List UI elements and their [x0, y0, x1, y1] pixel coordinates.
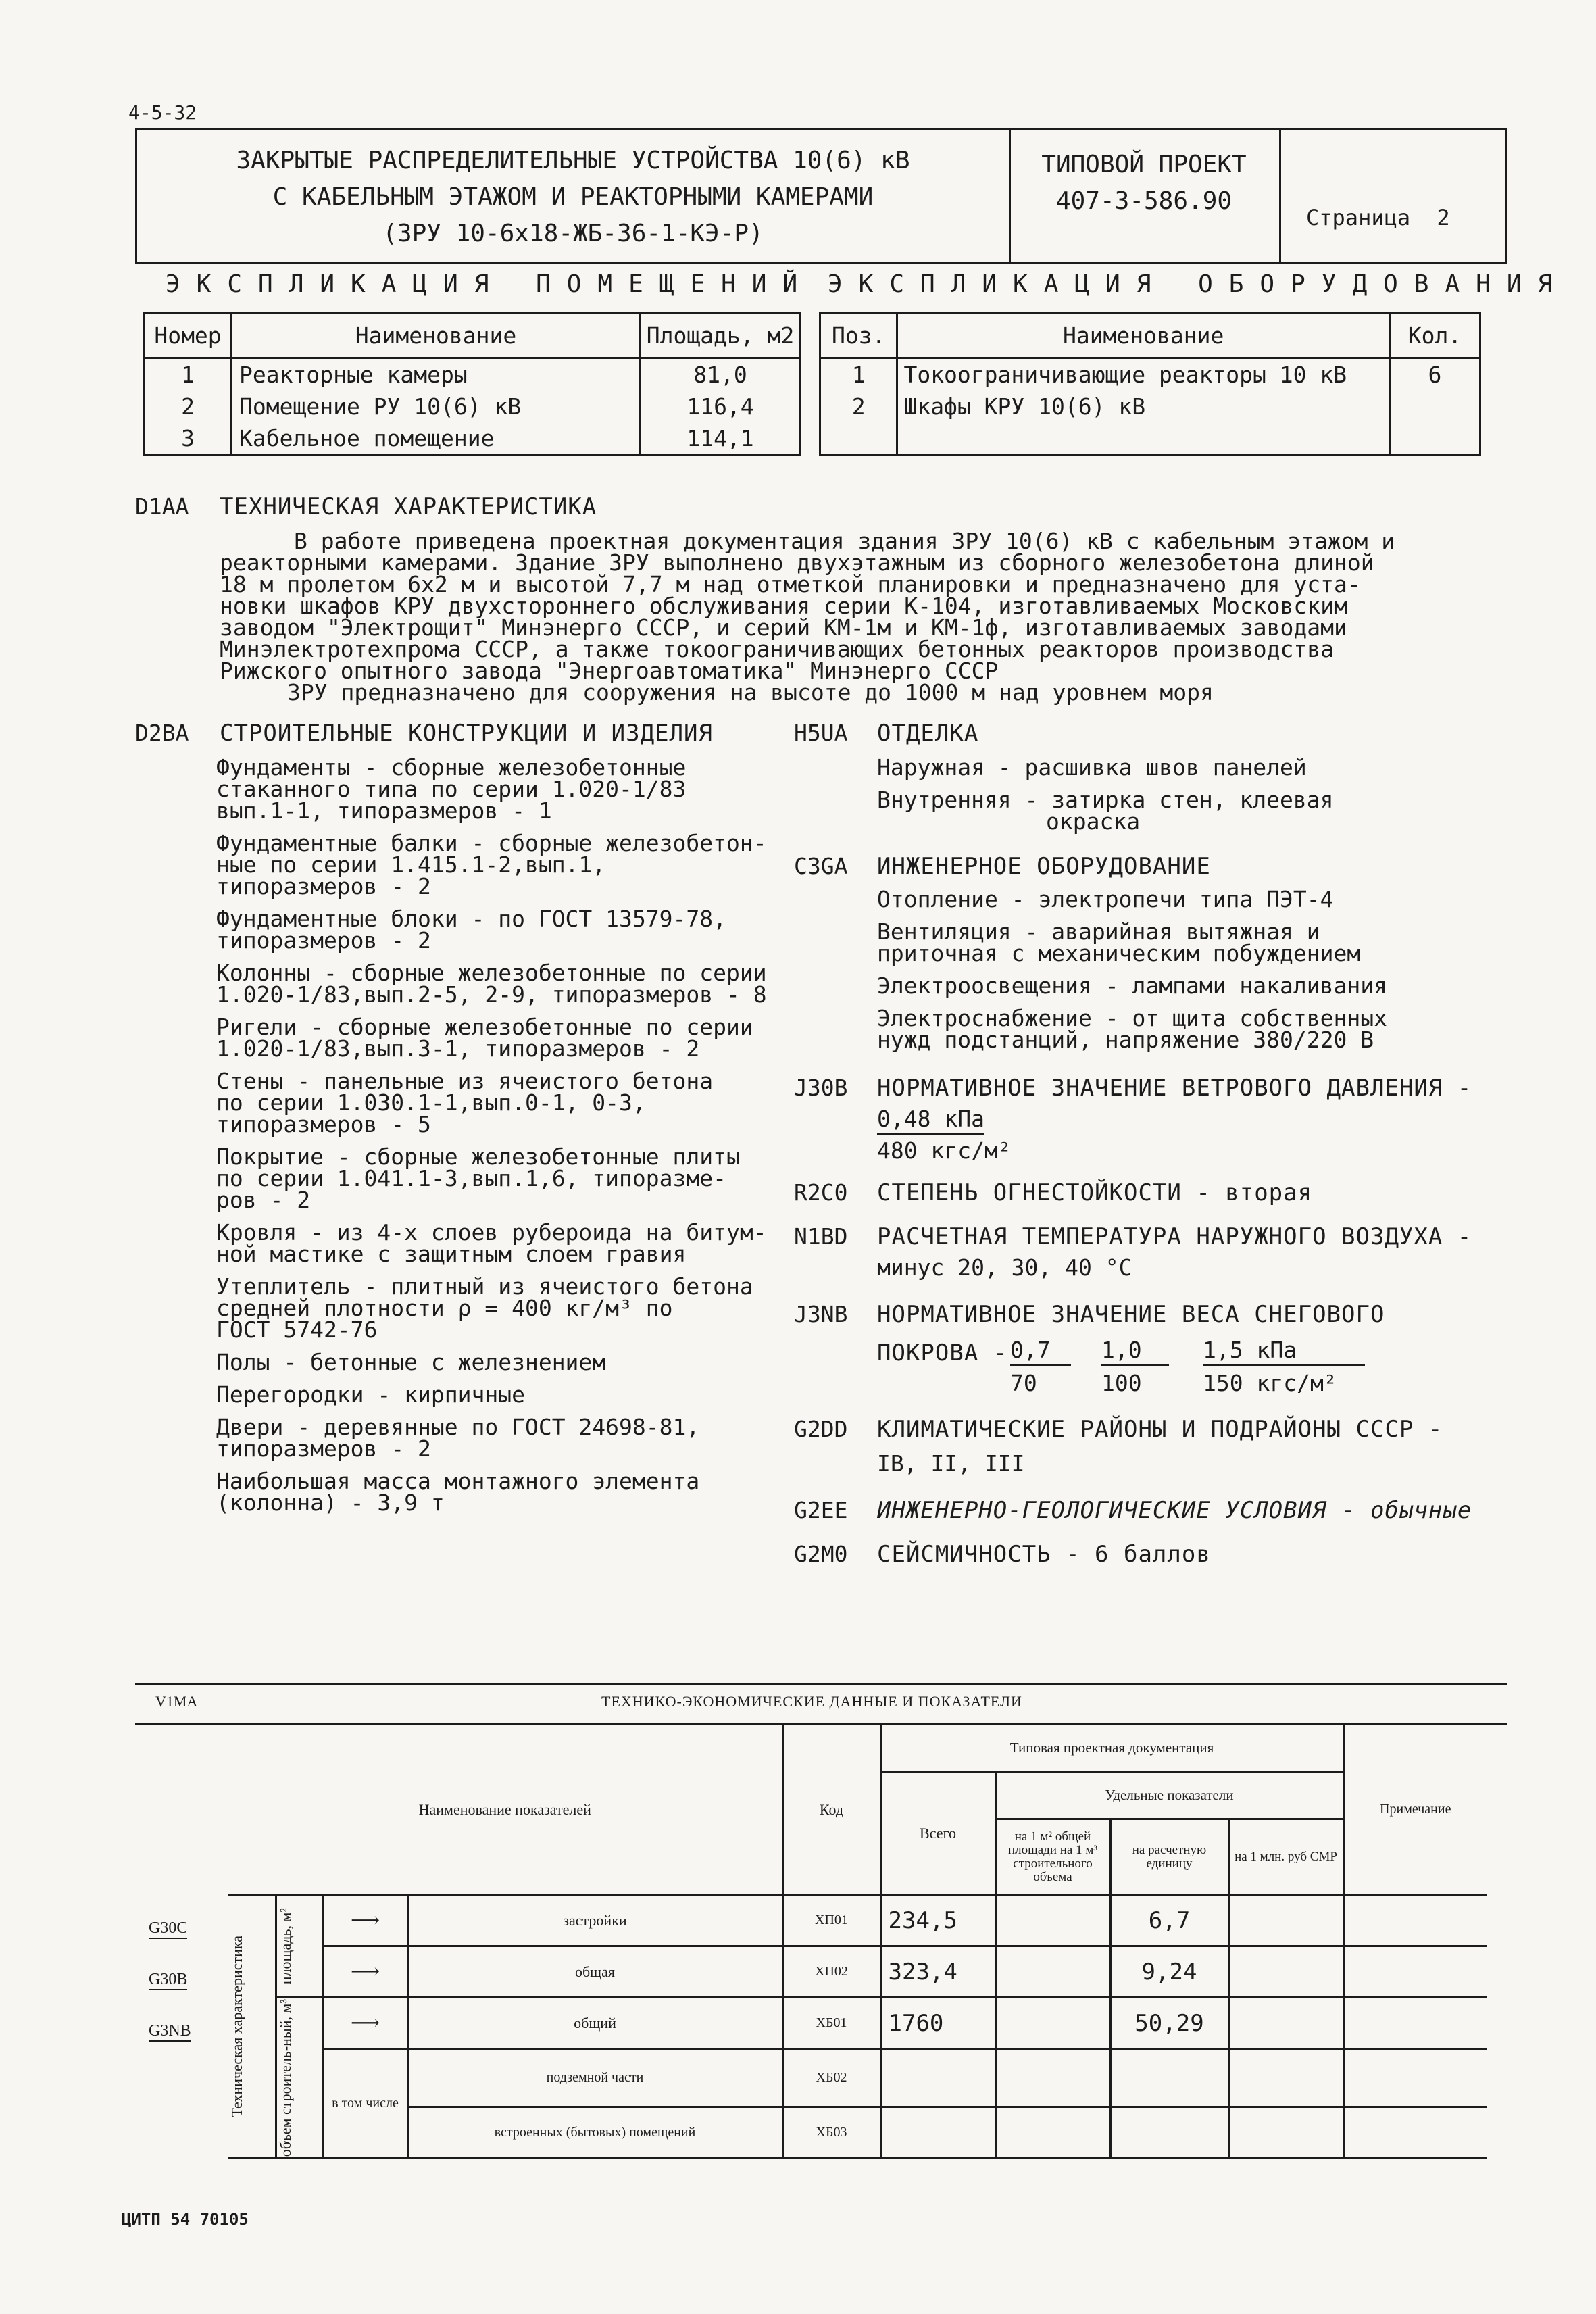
title-line: (ЗРУ 10-6х18-ЖБ-36-1-КЭ-Р) — [382, 220, 764, 247]
wind-code: J30B — [794, 1075, 848, 1101]
indicator-per-m — [995, 1998, 1110, 2049]
econ-top-rule — [135, 1683, 1507, 1685]
construction-item: Полы - бетонные с железнением — [216, 1349, 606, 1375]
page-number: 2 — [1437, 205, 1450, 230]
header-number: Номер — [145, 314, 232, 358]
finish-item: Внутренняя - затирка стен, клеевая — [877, 787, 1334, 813]
room-name: Кабельное помещение — [232, 423, 641, 456]
construction-item: Двери - деревянные по ГОСТ 24698-81, типоразмеров - 2 — [216, 1414, 700, 1462]
tech-heading: ТЕХНИЧЕСКАЯ ХАРАКТЕРИСТИКА — [220, 493, 597, 520]
paragraph-line: заводом "Электрощит" Минэнерго СССР, и серий КМ-1м и КМ-1ф, изготавливаемых заводами — [220, 614, 1347, 641]
finish-heading: ОТДЕЛКА — [877, 720, 979, 747]
table-row — [145, 423, 801, 456]
header-per-mln: на 1 млн. руб СМР — [1228, 1819, 1343, 1895]
wind-heading: НОРМАТИВНОЕ ЗНАЧЕНИЕ ВЕТРОВОГО ДАВЛЕНИЯ - — [877, 1075, 1472, 1102]
indicator-name: общая — [407, 1946, 782, 1998]
table-row — [820, 358, 1480, 391]
arrow-icon: ⟶ — [323, 1946, 407, 1998]
arrow-icon: ⟶ — [323, 1895, 407, 1946]
temperature-code: N1BD — [794, 1223, 848, 1250]
finish-code: H5UA — [794, 720, 848, 746]
snow-fraction-3: 1,5 кПа 150 кгс/м² — [1203, 1339, 1365, 1394]
table-row — [820, 423, 1480, 456]
title-cell — [137, 130, 1011, 262]
header-qty: Кол. — [1389, 314, 1480, 358]
engineering-item: Отопление - электропечи типа ПЭТ-4 — [877, 886, 1334, 912]
header-pos: Поз. — [820, 314, 897, 358]
table-row — [228, 1895, 1487, 1946]
construction-item: Ригели - сборные железобетонные по серии 1.020-1/83,вып.3-1, типоразмеров - 2 — [216, 1014, 753, 1062]
indicator-total — [880, 2049, 995, 2107]
indicator-name: подземной части — [407, 2049, 782, 2107]
seismicity: СЕЙСМИЧНОСТЬ - 6 баллов — [877, 1541, 1211, 1568]
indicator-per-m — [995, 2049, 1110, 2107]
indicator-per-m — [995, 2107, 1110, 2159]
finish-item-cont: окраска — [1046, 808, 1141, 835]
indicator-per-unit — [1110, 2049, 1228, 2107]
equipment-name: Токоограничивающие реакторы 10 кВ — [897, 358, 1389, 391]
climate-code: G2DD — [794, 1416, 848, 1442]
document-title — [137, 143, 1009, 252]
geology-code: G2EE — [794, 1497, 848, 1523]
paragraph-line: В работе приведена проектная документация здания ЗРУ 10(6) кВ с кабельным этажом и — [294, 528, 1395, 554]
row-code-g3nb: G3NB — [149, 2022, 191, 2042]
finish-item: Наружная - расшивка швов панелей — [877, 754, 1307, 781]
finish-list — [877, 754, 1485, 843]
paragraph-line: Минэлектротехпрома СССР, а также токоограничивающих бетонных реакторов производства — [220, 636, 1335, 662]
rooms-table — [143, 312, 801, 456]
table-row — [228, 2107, 1487, 2159]
temperature-value: минус 20, 30, 40 °С — [877, 1254, 1132, 1281]
fire-code: R2C0 — [794, 1179, 848, 1206]
indicator-per-m — [995, 1895, 1110, 1946]
snow-fraction-1: 0,7 70 — [1010, 1339, 1071, 1394]
rooms-heading: ЭКСПЛИКАЦИЯ ПОМЕЩЕНИЙ — [166, 270, 814, 298]
room-number: 2 — [145, 391, 232, 423]
indicator-code: ХП01 — [782, 1895, 880, 1946]
engineering-item: Электроосвещения - лампами накаливания — [877, 973, 1387, 999]
indicator-code: ХБ01 — [782, 1998, 880, 2049]
snow-fraction-2: 1,0 100 — [1101, 1339, 1169, 1394]
room-name: Помещение РУ 10(6) кВ — [232, 391, 641, 423]
rooms-header-row — [145, 314, 801, 358]
construction-item: Покрытие - сборные железобетонные плиты по серии 1.041.1-3,вып.1,6, типоразме- ров - 2 — [216, 1143, 740, 1213]
group-volume-cell — [276, 1998, 323, 2159]
equipment-pos: 2 — [820, 391, 897, 423]
snow-code: J3NB — [794, 1301, 848, 1327]
indicator-code: ХБ02 — [782, 2049, 880, 2107]
indicator-code: ХБ03 — [782, 2107, 880, 2159]
equipment-heading: ЭКСПЛИКАЦИЯ ОБОРУДОВАНИЯ — [828, 270, 1569, 298]
indicator-name: встроенных (бытовых) помещений — [407, 2107, 782, 2159]
title-block — [135, 128, 1507, 264]
wind-value — [877, 1108, 1012, 1162]
wind-kpa: 0,48 кПа — [877, 1108, 984, 1135]
page-number-label — [1306, 205, 1450, 230]
equipment-qty — [1389, 391, 1480, 423]
footer-code: ЦИТП 54 70105 — [122, 2210, 249, 2229]
construction-item: Фундаментные балки - сборные железобетон- ные по серии 1.415.1-2,вып.1, типоразмеров - 2 — [216, 830, 767, 900]
paragraph-line: ЗРУ предназначено для сооружения на высоте до 1000 м над уровнем моря — [287, 679, 1214, 706]
engineering-item: Вентиляция - аварийная вытяжная и — [877, 918, 1320, 945]
project-number: 407-3-586.90 — [1055, 187, 1232, 215]
indicator-code: ХП02 — [782, 1946, 880, 1998]
room-area: 114,1 — [641, 423, 801, 456]
paragraph-line: 18 м пролетом 6х2 м и высотой 7,7 м над отметкой планировки и предназначено для уста- — [220, 571, 1361, 597]
snow-heading: НОРМАТИВНОЕ ЗНАЧЕНИЕ ВЕСА СНЕГОВОГО — [877, 1301, 1385, 1328]
engineering-list: Отопление - электропечи типа ПЭТ-4 Вентиляция - аварийная вытяжная и приточная с механическим побуждением Электроосвещения - лампами накаливания Электроснабжение - от щита собственных нужд подстанций, напряжение 380/220 В — [877, 889, 1485, 1062]
indicator-name: общий — [407, 1998, 782, 2049]
equipment-name: Шкафы КРУ 10(6) кВ — [897, 391, 1389, 423]
paragraph-line: реакторными камерами. Здание ЗРУ выполнено двухэтажным из сборного железобетона длиной — [220, 549, 1374, 576]
group-volume-label: объем строитель-ный, м³ — [276, 1999, 294, 2157]
construction-item: Фундаменты - сборные железобетонные стаканного типа по серии 1.020-1/83 вып.1-1, типоразмеров - 1 — [216, 754, 687, 824]
title-line: ЗАКРЫТЫЕ РАСПРЕДЕЛИТЕЛЬНЫЕ УСТРОЙСТВА 10(6) кВ — [236, 147, 910, 174]
construction-item: Наибольшая масса монтажного элемента (колонна) - 3,9 т — [216, 1468, 700, 1516]
indicator-total: 323,4 — [880, 1946, 995, 1998]
equipment-pos: 1 — [820, 358, 897, 391]
construction-item: Колонны - сборные железобетонные по серии 1.020-1/83,вып.2-5, 2-9, типоразмеров - 8 — [216, 960, 767, 1008]
econ-table — [228, 1723, 1487, 2159]
indicator-per-unit — [1110, 2107, 1228, 2159]
title-line: С КАБЕЛЬНЫМ ЭТАЖОМ И РЕАКТОРНЫМИ КАМЕРАМИ — [272, 183, 874, 211]
seismic-code: G2M0 — [794, 1541, 848, 1567]
constructions-heading: СТРОИТЕЛЬНЫЕ КОНСТРУКЦИИ И ИЗДЕЛИЯ — [220, 720, 713, 747]
table-row — [820, 391, 1480, 423]
header-indicator-name: Наименование показателей — [228, 1725, 782, 1895]
econ-code: V1MA — [155, 1693, 198, 1710]
construction-item: Фундаментные блоки - по ГОСТ 13579-78, типоразмеров - 2 — [216, 906, 726, 954]
project-label: ТИПОВОЙ ПРОЕКТ — [1041, 151, 1247, 178]
room-number: 3 — [145, 423, 232, 456]
wind-kgs: 480 кгс/м² — [877, 1137, 1012, 1164]
room-number: 1 — [145, 358, 232, 391]
header-name: Наименование — [232, 314, 641, 358]
room-name: Реакторные камеры — [232, 358, 641, 391]
project-cell — [1009, 130, 1281, 262]
paragraph-line: новки шкафов КРУ двухстороннего обслуживания серии К-104, изготавливаемых Московским — [220, 593, 1347, 619]
header-per-m: на 1 м² общей площади на 1 м³ строительного объема — [995, 1819, 1110, 1895]
header-name: Наименование — [897, 314, 1389, 358]
equipment-table — [819, 312, 1481, 456]
table-row — [228, 2049, 1487, 2107]
temperature-heading: РАСЧЕТНАЯ ТЕМПЕРАТУРА НАРУЖНОГО ВОЗДУХА - — [877, 1223, 1472, 1250]
equipment-qty: 6 — [1389, 358, 1480, 391]
tech-code: D1AA — [135, 493, 189, 520]
header-note: Примечание — [1343, 1725, 1487, 1895]
engineering-code: C3GA — [794, 853, 848, 879]
indicator-per-unit: 50,29 — [1110, 1998, 1228, 2049]
constructions-code: D2BA — [135, 720, 189, 746]
header-total: Всего — [880, 1772, 995, 1895]
arrow-icon: ⟶ — [323, 1998, 407, 2049]
constructions-list — [216, 754, 797, 1525]
room-area: 116,4 — [641, 391, 801, 423]
geology-value: обычные — [1370, 1497, 1472, 1524]
table-row — [228, 1946, 1487, 1998]
indicator-per-m — [995, 1946, 1110, 1998]
econ-heading: ТЕХНИКО-ЭКОНОМИЧЕСКИЕ ДАННЫЕ И ПОКАЗАТЕЛИ — [601, 1693, 1022, 1710]
table-row — [228, 1998, 1487, 2049]
header-area: Площадь, м2 — [641, 314, 801, 358]
construction-item: Утеплитель - плитный из ячеистого бетона средней плотности ρ = 400 кг/м³ по ГОСТ 5742-76 — [216, 1273, 753, 1343]
table-row — [145, 391, 801, 423]
indicator-total: 234,5 — [880, 1895, 995, 1946]
paragraph-line: Рижского опытного завода "Энергоавтоматика" Минэнерго СССР — [220, 658, 999, 684]
climate-value: IВ, II, III — [877, 1450, 1025, 1477]
indicator-per-unit: 6,7 — [1110, 1895, 1228, 1946]
header-code: Код — [782, 1725, 880, 1895]
page-marker: 4-5-32 — [128, 101, 197, 124]
construction-item: Стены - панельные из ячеистого бетона по серии 1.030.1-1,вып.0-1, 0-3, типоразмеров - 5 — [216, 1068, 714, 1137]
climate-heading: КЛИМАТИЧЕСКИЕ РАЙОНЫ И ПОДРАЙОНЫ СССР - — [877, 1416, 1443, 1443]
construction-item: Перегородки - кирпичные — [216, 1381, 525, 1408]
group-tech-label: Техническая характеристика — [228, 1936, 245, 2117]
header-documentation: Типовая проектная документация — [880, 1725, 1343, 1772]
geology-heading: ИНЖЕНЕРНО-ГЕОЛОГИЧЕСКИЕ УСЛОВИЯ - обычные — [877, 1497, 1472, 1524]
indicator-total — [880, 2107, 995, 2159]
group-area-label: площадь, м² — [276, 1907, 294, 1985]
page-label: Страница — [1306, 205, 1411, 230]
engineering-item: Электроснабжение - от щита собственных — [877, 1005, 1387, 1031]
indicator-name: застройки — [407, 1895, 782, 1946]
room-area: 81,0 — [641, 358, 801, 391]
table-row — [145, 358, 801, 391]
indicator-per-unit: 9,24 — [1110, 1946, 1228, 1998]
row-code-g30c: G30C — [149, 1919, 187, 1939]
group-area-cell — [276, 1895, 323, 1998]
header-specific: Удельные показатели — [995, 1772, 1343, 1819]
construction-item: Кровля - из 4-х слоев рубероида на битум- ной мастике с защитным слоем гравия — [216, 1219, 767, 1267]
snow-label: ПОКРОВА - — [877, 1339, 1008, 1367]
indicator-total: 1760 — [880, 1998, 995, 2049]
engineering-heading: ИНЖЕНЕРНОЕ ОБОРУДОВАНИЕ — [877, 853, 1211, 880]
row-code-g30b: G30B — [149, 1971, 187, 1990]
group-tech-cell — [228, 1895, 276, 2159]
fire-resistance: СТЕПЕНЬ ОГНЕСТОЙКОСТИ - вторая — [877, 1179, 1313, 1206]
in-total-label: в том числе — [323, 2049, 407, 2159]
header-per-unit: на расчетную единицу — [1110, 1819, 1228, 1895]
tech-paragraph — [220, 528, 1436, 706]
equipment-header-row — [820, 314, 1480, 358]
